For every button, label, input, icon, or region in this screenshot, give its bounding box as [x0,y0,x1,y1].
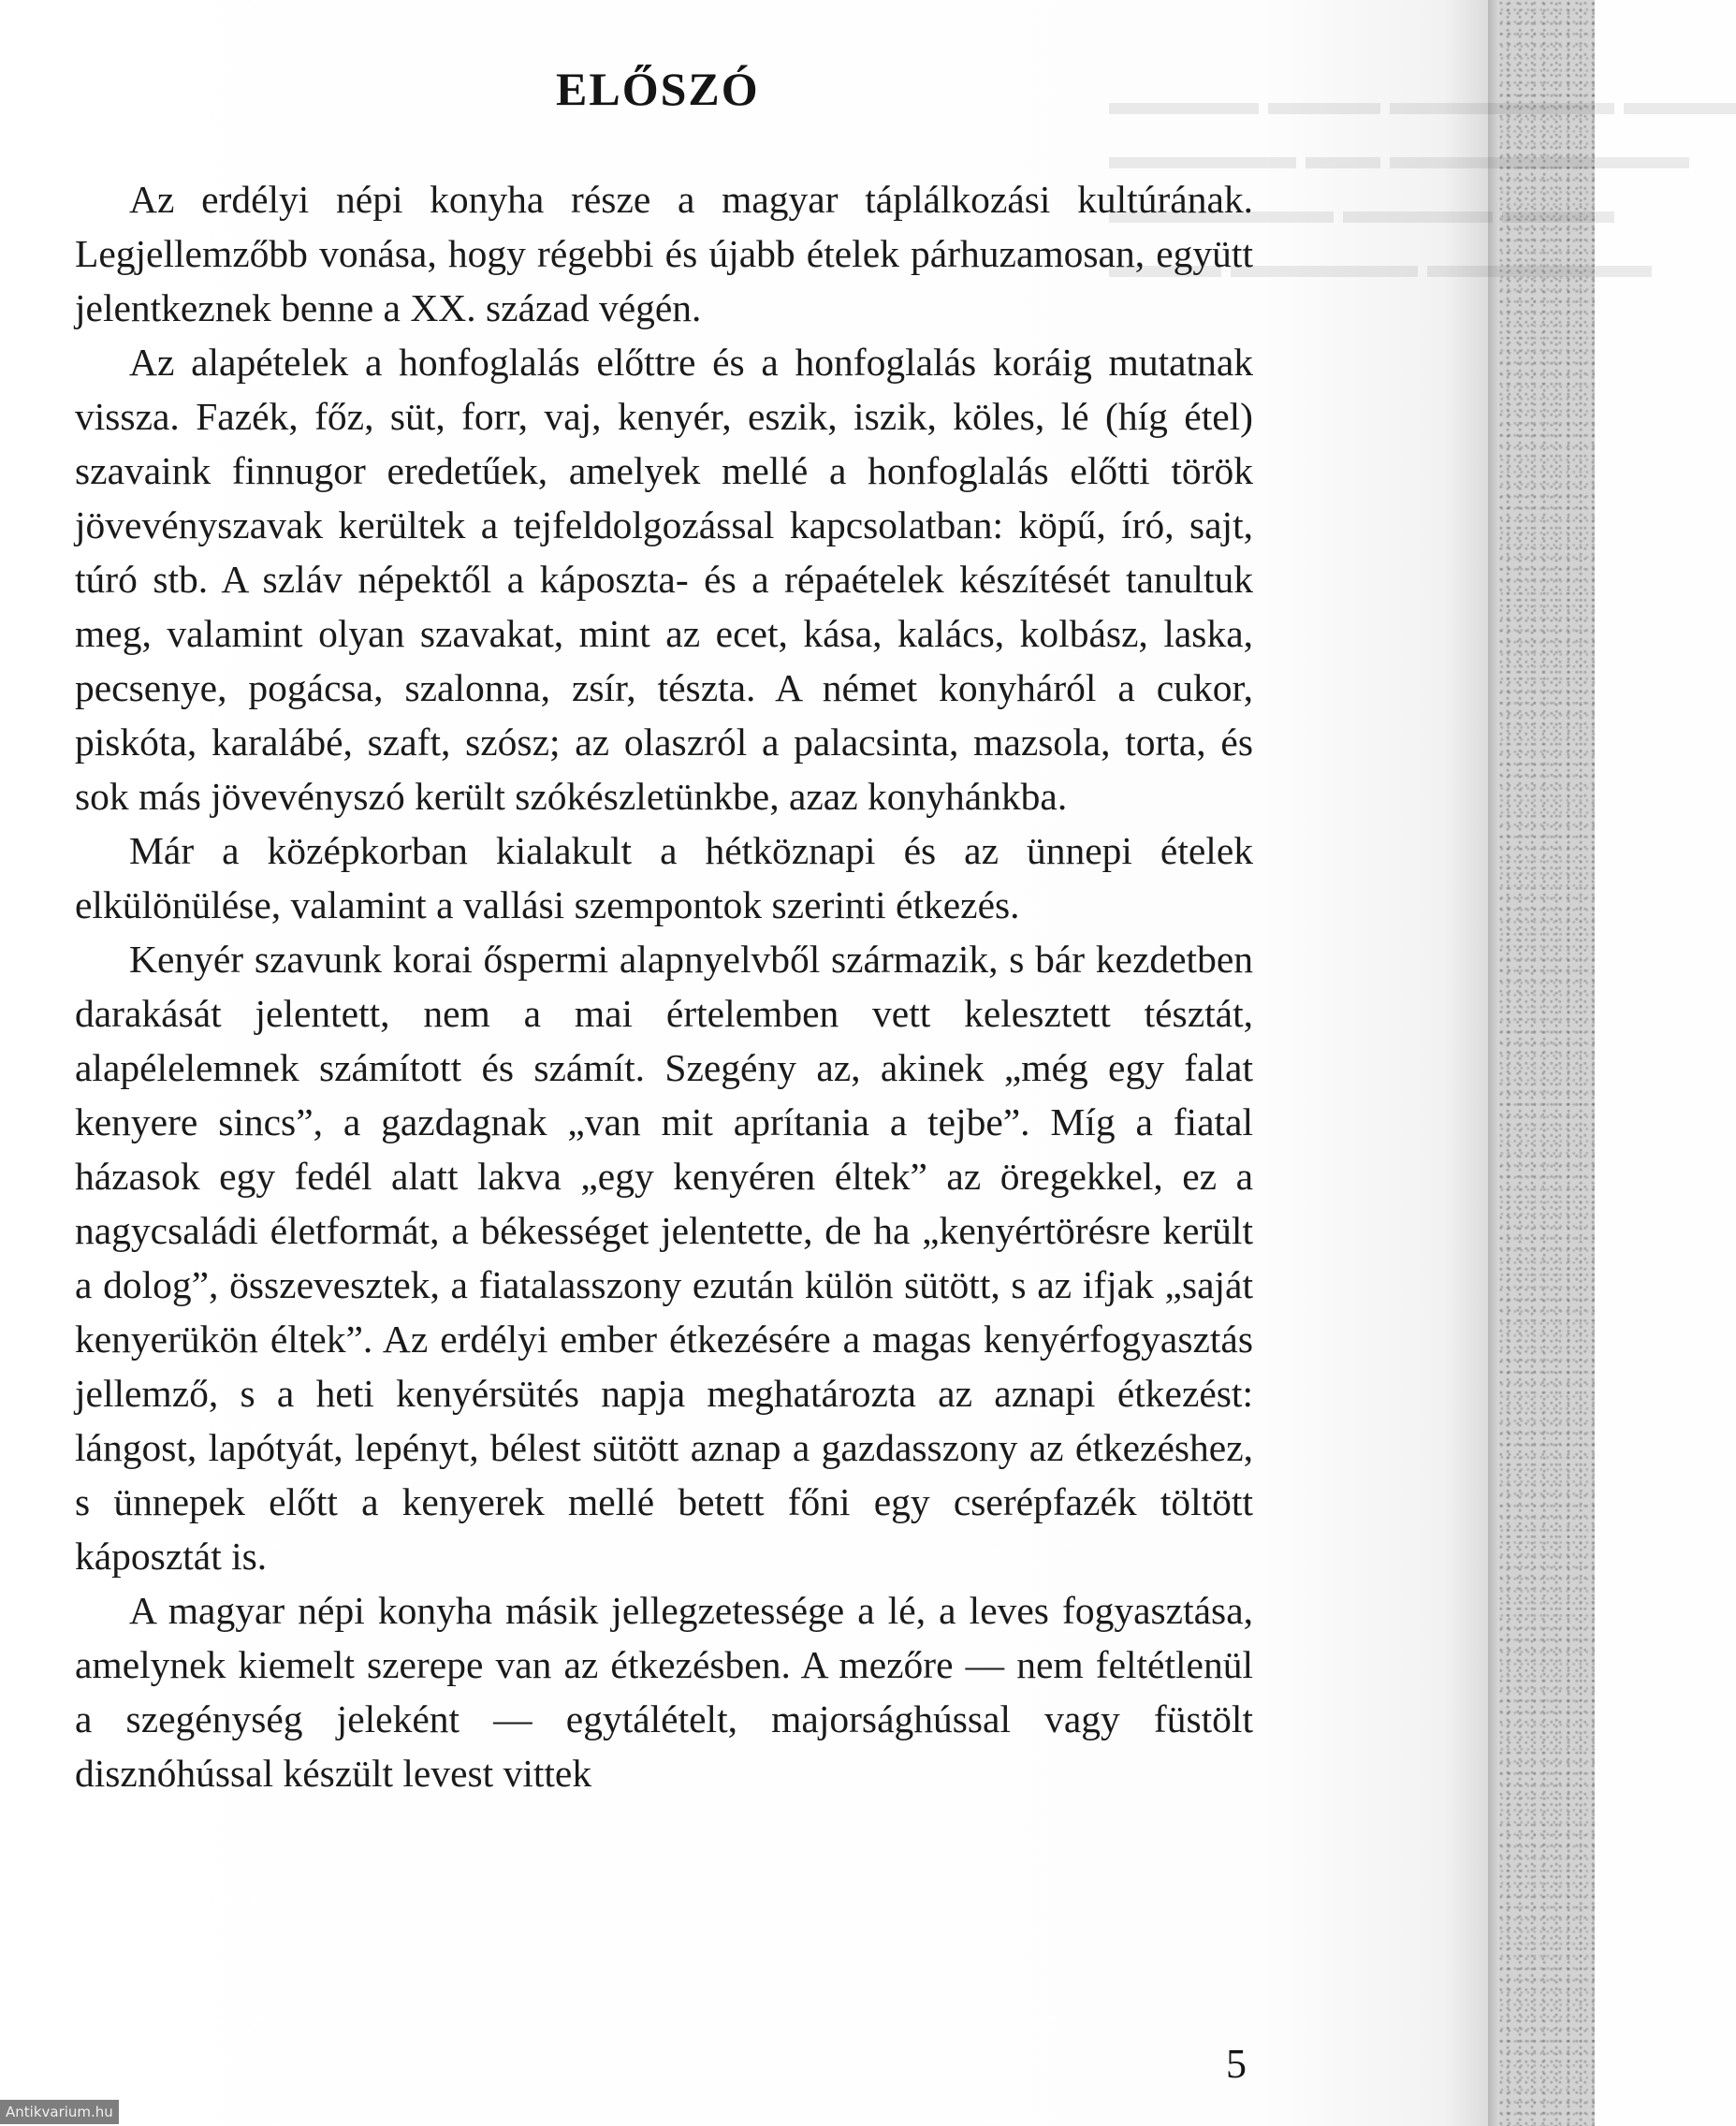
watermark: Antikvarium.hu [0,2100,119,2124]
show-through-text: ▬▬▬ [1624,80,1736,123]
background-surface [1499,0,1595,2126]
page-edge-shadow [1488,0,1499,2126]
paragraph: Már a középkorban kialakult a hétköznapi és az ünnepi ételek elkülönülése, valamint a vallási szempontok szerinti étkezés. [75,829,1253,926]
paragraph: Az alapételek a honfoglalás előttre és a honfoglalás koráig mutatnak vissza. Fazék, főz, süt, forr, vaj, kenyér, eszik, iszik, köles, lé (híg étel) szavaink finnugor eredetűek, amelyek mellé a honfoglalás előtti török jövevényszavak kerültek a tejfeldolgozással kapcsolatban: köpű, író, sajt, túró stb. A szláv népektől a káposzta- és a répaételek készítését tanultuk meg, valamint olyan szavakat, mint az ecet, kása, kalács, kolbász, laska, pecsenye, pogácsa, szalonna, zsír, tészta. A német konyháról a cukor, piskóta, karalábé, szaft, szósz; az olaszról a palacsinta, mazsola, torta, és sok más jövevényszó került szókészletünkbe, azaz konyhánkba. [75,341,1253,818]
page-number: 5 [1226,2041,1247,2087]
paragraph: Kenyér szavunk korai őspermi alapnyelvből származik, s bár kezdetben darakását jelentett, nem a mai értelemben vett kelesztett tésztát, alapélelemnek számított és számít. Szegény az, akinek „még egy falat kenyere sincs”, a gazdagnak „van mit aprítania a tejbe”. Míg a fiatal házasok egy fedél alatt lakva „egy kenyéren éltek” az öregekkel, ez a nagycsaládi életformát, a békességet jelentette, de ha „kenyértörésre került a dolog”, összevesztek, a fiatalasszony ezután külön sütött, s az ifjak „saját kenyerükön éltek”. Az erdélyi ember étkezésére a magas kenyérfogyasztás jellemző, s a heti kenyérsütés napja meghatározta az aznapi étkezést: lángost, lapótyát, lepényt, bélest sütött aznap a gazdasszony az étkezéshez, s ünnepek előtt a kenyerek mellé betett főni egy cserépfazék töltött káposztát is. [75,938,1253,1578]
paragraph: Az erdélyi népi konyha része a magyar táplálkozási kultúrának. Legjellemzőbb vonása, hogy régebbi és újabb ételek párhuzamosan, együtt jelentkeznek benne a XX. század végén. [75,178,1253,329]
page-title: ELŐSZÓ [556,63,760,115]
body-text [75,172,1253,1800]
paragraph: A magyar népi konyha másik jellegzetessége a lé, a leves fogyasztása, amelynek kiemelt szerepe van az étkezésben. A mezőre — nem feltétlenül a szegénység jeleként — egytálételt, majorsághússal vagy füstölt disznóhússal készült levest vittek [75,1589,1253,1795]
